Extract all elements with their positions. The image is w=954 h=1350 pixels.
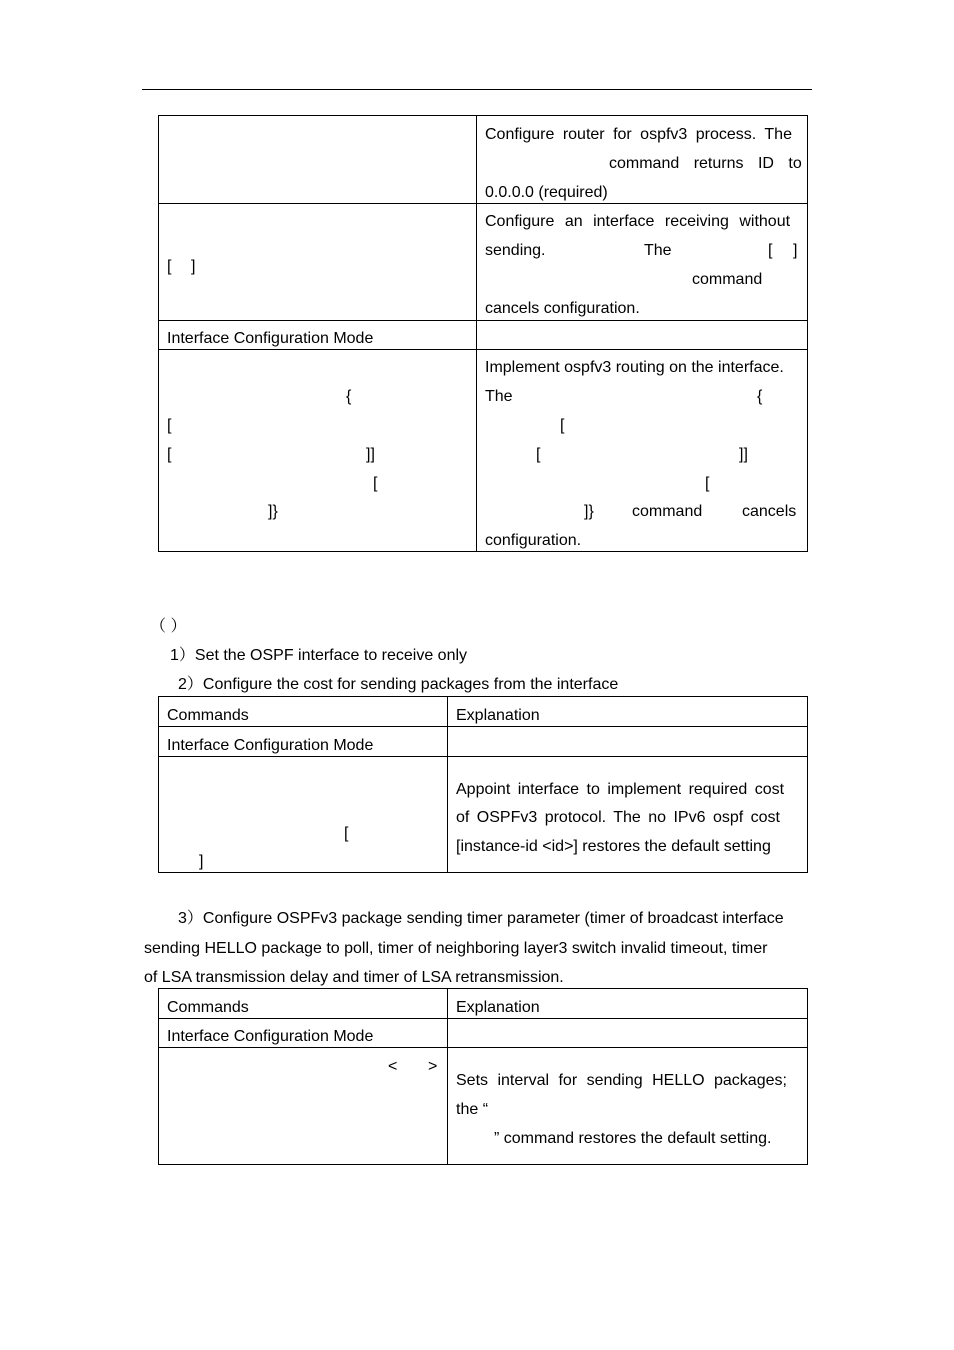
table1-row1-explanation-line: command returns ID to	[609, 155, 802, 172]
table3-row-divider	[158, 1047, 808, 1048]
table3-header-explanation: Explanation	[456, 999, 540, 1016]
table1-row4-explanation-fragment: [	[536, 446, 541, 463]
table1-row2-explanation-fragment: sending.	[485, 242, 546, 259]
table1-row4-explanation-line: Implement ospfv3 routing on the interface.	[485, 359, 784, 376]
table1-row-divider	[158, 320, 808, 321]
table3-command-fragment: >	[428, 1058, 438, 1075]
table1-row4-explanation-fragment: ]}	[584, 503, 594, 520]
table1-row4-explanation-line: configuration.	[485, 532, 582, 549]
table3-column-divider	[447, 988, 448, 1165]
table1-row1-explanation-line: Configure router for ospfv3 process. The	[485, 126, 792, 143]
table1-row2-command-bracket: ]	[191, 258, 196, 275]
table1-row-divider	[158, 349, 808, 350]
section-heading: （ ）	[150, 618, 187, 635]
table1-row4-command-fragment: [	[373, 475, 378, 492]
table3-explanation-line: ” command restores the default setting.	[494, 1130, 772, 1147]
table3-mode-label: Interface Configuration Mode	[167, 1028, 374, 1045]
table1-row4-command-fragment: [	[167, 446, 172, 463]
table2-explanation-line: of OSPFv3 protocol. The no IPv6 ospf cost	[456, 809, 780, 826]
table1-row2-command-bracket: [	[167, 258, 172, 275]
list-item-3-line: 3）Configure OSPFv3 package sending timer parameter (timer of broadcast interface	[178, 910, 784, 927]
list-item-3-line: sending HELLO package to poll, timer of neighboring layer3 switch invalid timeout, timer	[144, 940, 768, 957]
table1-row-divider	[158, 203, 808, 204]
table2-header-explanation: Explanation	[456, 707, 540, 724]
table1-row4-explanation-fragment: cancels	[742, 503, 797, 520]
table2-column-divider	[447, 696, 448, 873]
table3-row-divider	[158, 1018, 808, 1019]
table1-column-divider	[476, 115, 477, 552]
table2-row-divider	[158, 756, 808, 757]
table1-row4-command-fragment: [	[167, 417, 172, 434]
table2-header-commands: Commands	[167, 707, 249, 724]
list-item-1: 1）Set the OSPF interface to receive only	[170, 647, 468, 664]
table2-explanation-line: [instance-id <id>] restores the default setting	[456, 838, 771, 855]
table1-row2-explanation-line: cancels configuration.	[485, 300, 640, 317]
table2-command-fragment: [	[344, 825, 349, 842]
table3-explanation-line: Sets interval for sending HELLO packages;	[456, 1072, 787, 1089]
table3-explanation-line: the “	[456, 1101, 489, 1118]
table1-row2-explanation-fragment: command	[692, 271, 763, 288]
table2-mode-label: Interface Configuration Mode	[167, 737, 374, 754]
table1-row2-explanation-fragment: ]	[793, 242, 798, 259]
table1-row4-explanation-fragment: [	[705, 475, 710, 492]
table1-mode-label: Interface Configuration Mode	[167, 330, 374, 347]
table1-row4-explanation-fragment: {	[757, 388, 763, 405]
table2-explanation-line: Appoint interface to implement required cost	[456, 781, 785, 798]
table2-command-fragment: ]	[199, 853, 204, 870]
table1-row4-explanation-fragment: command	[632, 503, 703, 520]
table1-row4-command-fragment: ]}	[268, 503, 278, 520]
table2-row-divider	[158, 726, 808, 727]
table1-row4-explanation-fragment: The	[485, 388, 513, 405]
table1-row2-explanation-fragment: [	[768, 242, 773, 259]
table1-row1-explanation-line: 0.0.0.0 (required)	[485, 184, 608, 201]
header-rule	[142, 89, 812, 90]
list-item-2: 2）Configure the cost for sending packages from the interface	[178, 676, 619, 693]
list-item-3-line: of LSA transmission delay and timer of LSA retransmission.	[144, 969, 564, 986]
table1-row4-command-fragment: ]]	[366, 446, 375, 463]
table1-row4-explanation-fragment: [	[560, 417, 565, 434]
table3-command-fragment: <	[388, 1058, 398, 1075]
table1-row2-explanation-fragment: The	[644, 242, 672, 259]
table1-row4-command-fragment: {	[346, 388, 352, 405]
table1-row2-explanation-line: Configure an interface receiving without	[485, 213, 791, 230]
table3-header-commands: Commands	[167, 999, 249, 1016]
table1-row4-explanation-fragment: ]]	[739, 446, 748, 463]
